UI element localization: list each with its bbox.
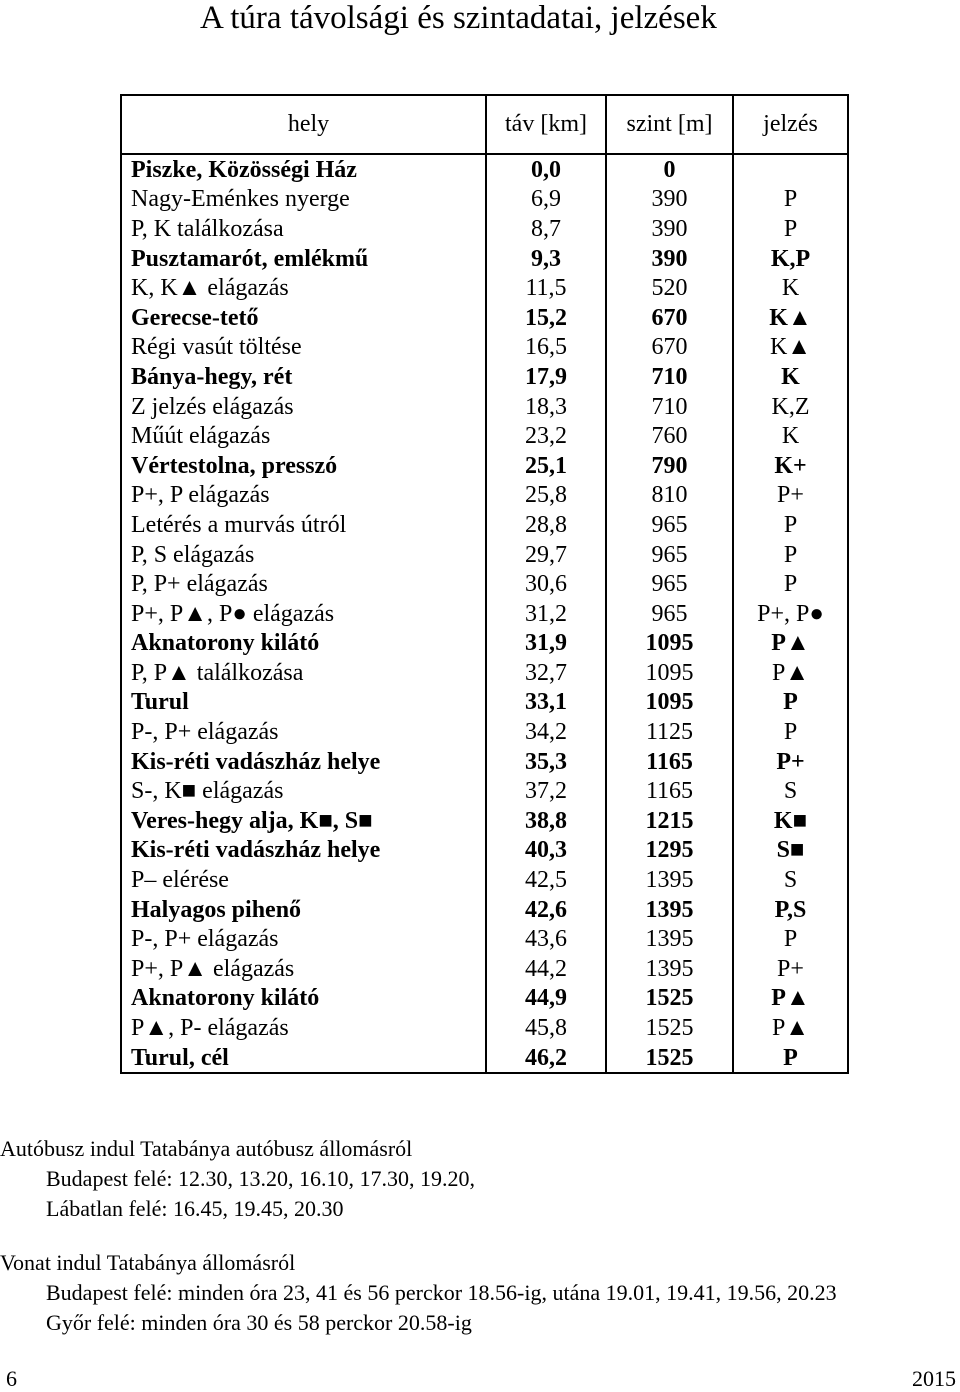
cell-marking: K■: [733, 806, 848, 836]
cell-elevation: 1095: [606, 688, 733, 718]
cell-distance: 43,6: [486, 924, 606, 954]
cell-distance: 18,3: [486, 392, 606, 422]
cell-place: Kis-réti vadászház helye: [121, 836, 486, 866]
cell-elevation: 390: [606, 185, 733, 215]
cell-place: P, S elágazás: [121, 540, 486, 570]
table-row: [121, 273, 848, 303]
cell-place: Aknatorony kilátó: [121, 984, 486, 1014]
cell-place: Turul: [121, 688, 486, 718]
cell-elevation: 965: [606, 569, 733, 599]
cell-marking: P▲: [733, 984, 848, 1014]
cell-distance: 17,9: [486, 362, 606, 392]
cell-distance: 28,8: [486, 510, 606, 540]
table-row: [121, 1043, 848, 1074]
cell-elevation: 710: [606, 362, 733, 392]
cell-marking: P: [733, 214, 848, 244]
cell-distance: 23,2: [486, 421, 606, 451]
cell-place: Halyagos pihenő: [121, 895, 486, 925]
cell-marking: P: [733, 924, 848, 954]
cell-place: P– elérése: [121, 865, 486, 895]
cell-marking: K,P: [733, 244, 848, 274]
cell-marking: K▲: [733, 303, 848, 333]
table-row: [121, 214, 848, 244]
cell-distance: 42,6: [486, 895, 606, 925]
cell-place: Gerecse-tető: [121, 303, 486, 333]
cell-place: Nagy-Eménkes nyerge: [121, 185, 486, 215]
table-row: [121, 244, 848, 274]
cell-distance: 30,6: [486, 569, 606, 599]
cell-distance: 32,7: [486, 658, 606, 688]
table-row: [121, 392, 848, 422]
table-row: [121, 569, 848, 599]
cell-place: Kis-réti vadászház helye: [121, 747, 486, 777]
cell-elevation: 1395: [606, 924, 733, 954]
bus-line-budapest: Budapest felé: 12.30, 13.20, 16.10, 17.30, 19.20,: [46, 1166, 475, 1191]
cell-elevation: 1095: [606, 658, 733, 688]
cell-elevation: 965: [606, 599, 733, 629]
cell-distance: 44,2: [486, 954, 606, 984]
cell-marking: P: [733, 717, 848, 747]
cell-marking: P: [733, 569, 848, 599]
table-row: [121, 836, 848, 866]
cell-place: P, P+ elágazás: [121, 569, 486, 599]
cell-place: P, P▲ találkozása: [121, 658, 486, 688]
table-row: [121, 776, 848, 806]
cell-marking: P,S: [733, 895, 848, 925]
cell-marking: P▲: [733, 629, 848, 659]
train-line-gyor: Győr felé: minden óra 30 és 58 perckor 20.58-ig: [46, 1310, 472, 1335]
cell-place: Műút elágazás: [121, 421, 486, 451]
cell-marking: K▲: [733, 333, 848, 363]
cell-place: Régi vasút töltése: [121, 333, 486, 363]
cell-elevation: 1525: [606, 1013, 733, 1043]
cell-elevation: 790: [606, 451, 733, 481]
table-row: [121, 747, 848, 777]
cell-elevation: 1295: [606, 836, 733, 866]
cell-place: Aknatorony kilátó: [121, 629, 486, 659]
cell-marking: K,Z: [733, 392, 848, 422]
cell-distance: 31,9: [486, 629, 606, 659]
cell-place: Z jelzés elágazás: [121, 392, 486, 422]
cell-elevation: 1165: [606, 776, 733, 806]
cell-place: Turul, cél: [121, 1043, 486, 1074]
route-table: [120, 94, 849, 1074]
cell-place: Bánya-hegy, rét: [121, 362, 486, 392]
table-row: [121, 333, 848, 363]
table-row: [121, 481, 848, 511]
cell-distance: 44,9: [486, 984, 606, 1014]
cell-elevation: 710: [606, 392, 733, 422]
table-row: [121, 954, 848, 984]
table-row: [121, 806, 848, 836]
bus-line-labatlan: Lábatlan felé: 16.45, 19.45, 20.30: [46, 1196, 344, 1221]
cell-distance: 35,3: [486, 747, 606, 777]
cell-elevation: 1095: [606, 629, 733, 659]
cell-elevation: 670: [606, 333, 733, 363]
cell-place: Veres-hegy alja, K■, S■: [121, 806, 486, 836]
cell-place: S-, K■ elágazás: [121, 776, 486, 806]
cell-place: P+, P elágazás: [121, 481, 486, 511]
cell-distance: 38,8: [486, 806, 606, 836]
table-row: [121, 717, 848, 747]
cell-marking: K: [733, 273, 848, 303]
header-place: hely: [121, 95, 486, 154]
cell-elevation: 965: [606, 540, 733, 570]
cell-marking: P+, P●: [733, 599, 848, 629]
cell-place: P+, P▲, P● elágazás: [121, 599, 486, 629]
cell-distance: 34,2: [486, 717, 606, 747]
table-row: [121, 629, 848, 659]
route-table-body: [121, 154, 848, 1073]
cell-place: Piszke, Közösségi Ház: [121, 154, 486, 185]
train-line-budapest: Budapest felé: minden óra 23, 41 és 56 perckor 18.56-ig, utána 19.01, 19.41, 19.56, 20.23: [46, 1280, 837, 1305]
cell-elevation: 1525: [606, 1043, 733, 1074]
cell-marking: P+: [733, 954, 848, 984]
cell-elevation: 0: [606, 154, 733, 185]
cell-place: Letérés a murvás útról: [121, 510, 486, 540]
cell-marking: K: [733, 362, 848, 392]
cell-marking: P: [733, 185, 848, 215]
table-row: [121, 540, 848, 570]
cell-marking: S: [733, 865, 848, 895]
cell-distance: 33,1: [486, 688, 606, 718]
table-row: [121, 362, 848, 392]
cell-distance: 42,5: [486, 865, 606, 895]
table-row: [121, 688, 848, 718]
table-row: [121, 421, 848, 451]
cell-elevation: 1395: [606, 954, 733, 984]
bus-heading: Autóbusz indul Tatabánya autóbusz állomásról: [0, 1136, 413, 1161]
cell-distance: 16,5: [486, 333, 606, 363]
table-row: [121, 658, 848, 688]
table-row: [121, 924, 848, 954]
cell-place: P, K találkozása: [121, 214, 486, 244]
cell-marking: P: [733, 510, 848, 540]
table-row: [121, 154, 848, 185]
cell-distance: 45,8: [486, 1013, 606, 1043]
train-heading: Vonat indul Tatabánya állomásról: [0, 1250, 296, 1275]
cell-elevation: 965: [606, 510, 733, 540]
table-row: [121, 984, 848, 1014]
cell-marking: P+: [733, 481, 848, 511]
page-title: A túra távolsági és szintadatai, jelzések: [200, 0, 717, 36]
cell-place: P+, P▲ elágazás: [121, 954, 486, 984]
cell-distance: 25,1: [486, 451, 606, 481]
cell-elevation: 760: [606, 421, 733, 451]
table-header-row: [121, 95, 848, 154]
cell-distance: 11,5: [486, 273, 606, 303]
cell-marking: K: [733, 421, 848, 451]
table-row: [121, 865, 848, 895]
cell-distance: 8,7: [486, 214, 606, 244]
table-row: [121, 185, 848, 215]
cell-distance: 15,2: [486, 303, 606, 333]
cell-marking: K+: [733, 451, 848, 481]
table-row: [121, 303, 848, 333]
cell-place: P-, P+ elágazás: [121, 717, 486, 747]
cell-distance: 0,0: [486, 154, 606, 185]
cell-elevation: 1165: [606, 747, 733, 777]
cell-marking: P+: [733, 747, 848, 777]
cell-marking: [733, 154, 848, 185]
cell-elevation: 670: [606, 303, 733, 333]
cell-distance: 29,7: [486, 540, 606, 570]
cell-place: Pusztamarót, emlékmű: [121, 244, 486, 274]
header-elevation: szint [m]: [606, 95, 733, 154]
table-row: [121, 895, 848, 925]
cell-elevation: 810: [606, 481, 733, 511]
cell-distance: 31,2: [486, 599, 606, 629]
table-row: [121, 599, 848, 629]
cell-place: K, K▲ elágazás: [121, 273, 486, 303]
cell-place: P▲, P- elágazás: [121, 1013, 486, 1043]
cell-elevation: 1125: [606, 717, 733, 747]
table-row: [121, 451, 848, 481]
cell-elevation: 520: [606, 273, 733, 303]
header-distance: táv [km]: [486, 95, 606, 154]
cell-distance: 6,9: [486, 185, 606, 215]
table-row: [121, 510, 848, 540]
footer-year: 2015: [912, 1366, 956, 1391]
page-number: 6: [6, 1366, 17, 1391]
train-info: [0, 1248, 837, 1338]
bus-info: [0, 1134, 475, 1224]
cell-marking: P▲: [733, 658, 848, 688]
table-row: [121, 1013, 848, 1043]
cell-distance: 9,3: [486, 244, 606, 274]
cell-distance: 37,2: [486, 776, 606, 806]
cell-elevation: 1525: [606, 984, 733, 1014]
header-marking: jelzés: [733, 95, 848, 154]
cell-marking: S■: [733, 836, 848, 866]
cell-distance: 46,2: [486, 1043, 606, 1074]
cell-place: Vértestolna, presszó: [121, 451, 486, 481]
cell-elevation: 390: [606, 214, 733, 244]
cell-distance: 40,3: [486, 836, 606, 866]
cell-marking: P: [733, 1043, 848, 1074]
cell-elevation: 1395: [606, 865, 733, 895]
cell-marking: P: [733, 540, 848, 570]
cell-elevation: 1395: [606, 895, 733, 925]
cell-marking: P▲: [733, 1013, 848, 1043]
cell-distance: 25,8: [486, 481, 606, 511]
cell-place: P-, P+ elágazás: [121, 924, 486, 954]
cell-marking: P: [733, 688, 848, 718]
cell-elevation: 390: [606, 244, 733, 274]
cell-elevation: 1215: [606, 806, 733, 836]
cell-marking: S: [733, 776, 848, 806]
